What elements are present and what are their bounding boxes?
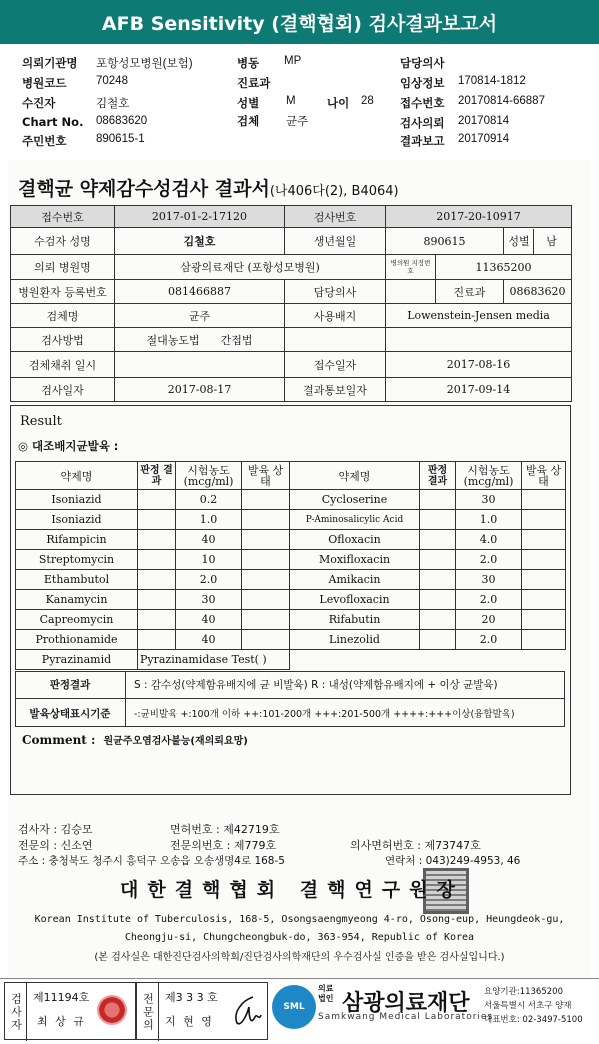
english-address-1: Korean Institute of Tuberculosis, 168-5, Osongsaengmyeong 4-ro, Osong-eup, Heungdeok-gu,: [34, 914, 565, 925]
control-medium-title: ◎ 대조배지균발육 :: [18, 439, 119, 453]
growth-left: [242, 550, 290, 570]
specimen-name-label: 검체명: [11, 304, 115, 328]
drug-name-left: Capreomycin: [16, 610, 138, 630]
growth-right: [522, 610, 566, 630]
concentration-left: 1.0: [176, 510, 242, 530]
method-label: 검사방법: [11, 328, 115, 352]
judgment-right: [420, 550, 456, 570]
tester-name: 최 상 규: [37, 1015, 86, 1028]
dob-value: 890615: [386, 228, 504, 255]
drug-name-right: Linezolid: [290, 630, 420, 650]
doctor-signature-icon: [223, 991, 263, 1031]
dept-cell-value: 08683620: [504, 280, 572, 304]
doctor-license: 의사면허번호 : 제73747호: [350, 839, 481, 852]
doctor-vertical-label: [137, 983, 159, 1041]
header-judgment-left: 판정 결과: [138, 462, 176, 490]
drug-name-right: Levofloxacin: [290, 590, 420, 610]
concentration-left: 0.2: [176, 490, 242, 510]
header-growth-right: 발육 상태: [522, 462, 566, 490]
medium-value: Lowenstein-Jensen media: [386, 304, 572, 328]
drug-name-left: Isoniazid: [16, 510, 138, 530]
method-empty-1: [285, 328, 386, 352]
judgment-left: [138, 510, 176, 530]
dept-label: 진료과: [237, 76, 271, 90]
drug-rows: [16, 490, 566, 650]
concentration-right: 30: [456, 490, 522, 510]
sex-label: 성별: [237, 96, 260, 110]
doctor-no: 제3 3 3 호: [165, 991, 218, 1004]
receipt-no-label: 접수번호: [11, 206, 115, 228]
test-no-label: 검사번호: [285, 206, 386, 228]
judgment-right: [420, 510, 456, 530]
age-label: 나이: [327, 96, 350, 110]
logo-english: Samkwang Medical Laboratories: [318, 1012, 494, 1022]
test-date-value: 2017-08-17: [115, 378, 285, 402]
judgment-legend-text: S : 감수성(약제함유배지에 균 비발육) R : 내성(약제함유배지에 + 이상 균발육): [125, 671, 565, 698]
age-value: 28: [361, 95, 374, 107]
institution-info: [484, 985, 583, 1027]
judgment-left: [138, 590, 176, 610]
method-1: 절대농도법: [146, 333, 200, 347]
notified-value: 2017-09-14: [386, 378, 572, 402]
phone: 연락처 : 043)249-4953, 46: [385, 855, 521, 867]
hospital-no-label: 병의원 지정번호: [386, 255, 436, 280]
method-empty-2: [386, 328, 572, 352]
chart-value: 08683620: [96, 115, 148, 127]
drug-name-left: Isoniazid: [16, 490, 138, 510]
sml-logo-icon: SML: [272, 985, 316, 1029]
header-drug-left: 약제명: [16, 462, 138, 490]
drug-name-right: Cycloserine: [290, 490, 420, 510]
drug-name-left: Prothionamide: [16, 630, 138, 650]
hospital-no-value: 11365200: [436, 255, 572, 280]
certification-note: (본 검사실은 대한진단검사의학회/진단검사의학재단의 우수검사실 인증을 받은 검사실입니다.): [94, 952, 505, 963]
judgment-right: [420, 490, 456, 510]
header-conc-left: 시험농도 (mcg/ml): [176, 462, 242, 490]
ward-label: 병동: [237, 56, 260, 70]
judgment-right: [420, 610, 456, 630]
concentration-left: 40: [176, 630, 242, 650]
judgment-left: [138, 530, 176, 550]
info-table: [10, 205, 572, 402]
patient-name-label: 수검자 성명: [11, 228, 115, 255]
logo-prefix: 의료법인: [318, 984, 334, 1003]
doctor-name: 지 현 영: [165, 1015, 214, 1028]
hospcode-label: 병원코드: [22, 76, 67, 90]
comment-label: Comment :: [22, 733, 96, 747]
header-drug-right: 약제명: [290, 462, 420, 490]
drug-name-left: Streptomycin: [16, 550, 138, 570]
tester-seal-icon: [97, 995, 127, 1025]
drug-row: [16, 610, 566, 630]
growth-left: [242, 590, 290, 610]
received-value: 2017-08-16: [386, 352, 572, 378]
recollect-label: 검체채취 일시: [11, 352, 115, 378]
concentration-right: 30: [456, 570, 522, 590]
growth-right: [522, 570, 566, 590]
test-date-label: 검사일자: [11, 378, 115, 402]
growth-left: [242, 530, 290, 550]
doctor-signature-box: [136, 982, 268, 1040]
doc-title: [18, 174, 399, 201]
patient-label: 수진자: [22, 96, 56, 110]
growth-left: [242, 630, 290, 650]
logo-name: 삼광의료재단: [342, 991, 470, 1016]
hospcode-value: 70248: [96, 75, 128, 87]
growth-right: [522, 550, 566, 570]
received-label: 접수일자: [285, 352, 386, 378]
concentration-left: 10: [176, 550, 242, 570]
drug-name-left: Kanamycin: [16, 590, 138, 610]
concentration-left: 30: [176, 590, 242, 610]
judgment-left: [138, 610, 176, 630]
patient-value: 김철호: [96, 98, 130, 110]
clinical-value: 170814-1812: [458, 75, 526, 87]
report-date-label: 결과보고: [400, 134, 445, 148]
request-label: 검사의뢰: [400, 116, 445, 130]
tester-vertical-text: 검사자: [9, 992, 23, 1032]
drug-row: [16, 630, 566, 650]
result-title: Result: [20, 414, 62, 429]
tester-vertical-label: [5, 983, 27, 1041]
drug-name-right: Amikacin: [290, 570, 420, 590]
drug-name-right: P-Aminosalicylic Acid: [290, 510, 420, 530]
institute-name: 대한결핵협회 결핵연구원장: [120, 879, 464, 901]
notified-label: 결과통보일자: [285, 378, 386, 402]
judgment-left: [138, 490, 176, 510]
judgment-right: [420, 570, 456, 590]
header-judgment-right: 판정 결과: [420, 462, 456, 490]
concentration-right: 4.0: [456, 530, 522, 550]
attending-label: 담당의사: [285, 280, 386, 304]
hospital-name-label: 의뢰 병원명: [11, 255, 115, 280]
drug-name-right: Rifabutin: [290, 610, 420, 630]
institution-phone: 대표번호: 02-3497-5100: [484, 1015, 583, 1025]
comment-text: 원균주오염검사불능(재의뢰요망): [103, 736, 248, 747]
method-value: [115, 328, 285, 352]
judgment-right: [420, 530, 456, 550]
rrn-value: 890615-1: [96, 133, 145, 145]
judgment-left: [138, 630, 176, 650]
drug-name-left: Rifampicin: [16, 530, 138, 550]
pza-test: Pyrazinamidase Test( ): [138, 650, 290, 670]
request-value: 20170814: [458, 115, 510, 127]
accession-label: 접수번호: [400, 96, 445, 110]
address: 주소 : 충청북도 청주시 흥덕구 오송읍 오송생명4로 168-5: [18, 855, 285, 867]
header-conc-right: 시험농도 (mcg/ml): [456, 462, 522, 490]
growth-right: [522, 510, 566, 530]
dept-cell-label: 진료과: [436, 280, 504, 304]
attending-value: [386, 280, 436, 304]
tester-signature-box: [4, 982, 136, 1040]
sex-cell: [504, 228, 572, 255]
rrn-label: 주민번호: [22, 134, 67, 148]
growth-left: [242, 490, 290, 510]
concentration-right: 2.0: [456, 550, 522, 570]
judgment-legend: [15, 671, 565, 699]
concentration-left: 40: [176, 610, 242, 630]
concentration-right: 1.0: [456, 510, 522, 530]
growth-right: [522, 490, 566, 510]
tester-no: 제11194호: [33, 991, 90, 1004]
judgment-right: [420, 590, 456, 610]
institution-address: 서울특별시 서초구 양재: [484, 1001, 572, 1011]
test-no-value: 2017-20-10917: [386, 206, 572, 228]
medium-label: 사용배지: [285, 304, 386, 328]
concentration-left: 2.0: [176, 570, 242, 590]
dob-label: 생년월일: [285, 228, 386, 255]
report-title: AFB Sensitivity (결핵협회) 검사결과보고서: [0, 0, 599, 44]
doc-title-sub: (나406다(2), B4064): [269, 184, 399, 199]
growth-left: [242, 570, 290, 590]
recollect-value: [115, 352, 285, 378]
judgment-right: [420, 630, 456, 650]
header-growth-left: 발육 상태: [242, 462, 290, 490]
drug-name-right: Ofloxacin: [290, 530, 420, 550]
drug-table: [15, 461, 566, 670]
specialist: 전문의 : 신소연: [18, 839, 93, 852]
report-date-value: 20170914: [458, 133, 510, 145]
english-address-2: Cheongju-si, Chungcheongbuk-do, 363-954, Republic of Korea: [124, 932, 475, 943]
judgment-left: [138, 570, 176, 590]
specimen-value: 균주: [286, 116, 309, 128]
hospital-value: 포항성모병원(보험): [96, 58, 193, 70]
ward-value: MP: [284, 55, 302, 67]
growth-left: [242, 510, 290, 530]
specimen-name-value: 균주: [115, 304, 285, 328]
comment: [22, 732, 248, 747]
growth-legend-text: -:균비발육 +:100개 이하 ++:101-200개 +++:201-500개 ++++:+++이상(융합발육): [125, 699, 565, 727]
sex-value: M: [286, 95, 296, 107]
drug-row: [16, 590, 566, 610]
growth-left: [242, 610, 290, 630]
report-header: [0, 50, 599, 150]
drug-row: [16, 490, 566, 510]
institution-no: 요양기관:11365200: [484, 987, 563, 997]
growth-legend-label: 발육상태표시기준: [29, 707, 111, 720]
reg-no-value: 081466887: [115, 280, 285, 304]
chart-label: Chart No.: [22, 115, 84, 129]
concentration-left: 40: [176, 530, 242, 550]
growth-legend: [15, 699, 565, 727]
specimen-label: 검체: [237, 114, 260, 128]
drug-row: [16, 530, 566, 550]
sex-cell-value: 남: [546, 234, 557, 248]
concentration-right: 20: [456, 610, 522, 630]
judgment-left: [138, 550, 176, 570]
drug-row: [16, 570, 566, 590]
growth-right: [522, 530, 566, 550]
receipt-no-value: 2017-01-2-17120: [115, 206, 285, 228]
tester: 검사자 : 김승모: [18, 823, 93, 836]
pza-drug: Pyrazinamid: [16, 650, 138, 670]
pza-empty: [290, 650, 566, 670]
concentration-right: 2.0: [456, 590, 522, 610]
concentration-right: 2.0: [456, 630, 522, 650]
doctor-vertical-text: 전문의: [141, 992, 155, 1032]
doc-title-main: 결핵균 약제감수성검사 결과서: [18, 178, 270, 200]
growth-right: [522, 590, 566, 610]
tester-license: 면허번호 : 제42719호: [170, 823, 280, 836]
drug-name-right: Moxifloxacin: [290, 550, 420, 570]
reg-no-label: 병원환자 등록번호: [11, 280, 115, 304]
drug-name-left: Ethambutol: [16, 570, 138, 590]
hospital-label: 의뢰기관명: [22, 56, 78, 70]
hospital-name-value: 삼광의료재단 (포항성모병원): [115, 255, 386, 280]
clinical-label: 임상정보: [400, 76, 445, 90]
method-2: 간접법: [220, 333, 253, 347]
drug-row: [16, 510, 566, 530]
judgment-legend-label: 판정결과: [49, 679, 91, 691]
doctor-label: 담당의사: [400, 56, 445, 70]
growth-right: [522, 630, 566, 650]
specialist-no: 전문의번호 : 제779호: [170, 839, 277, 852]
drug-row: [16, 550, 566, 570]
patient-name-value: 김철호: [115, 228, 285, 255]
sex-cell-label: 성별: [506, 229, 534, 254]
accession-value: 20170814-66887: [458, 95, 545, 107]
